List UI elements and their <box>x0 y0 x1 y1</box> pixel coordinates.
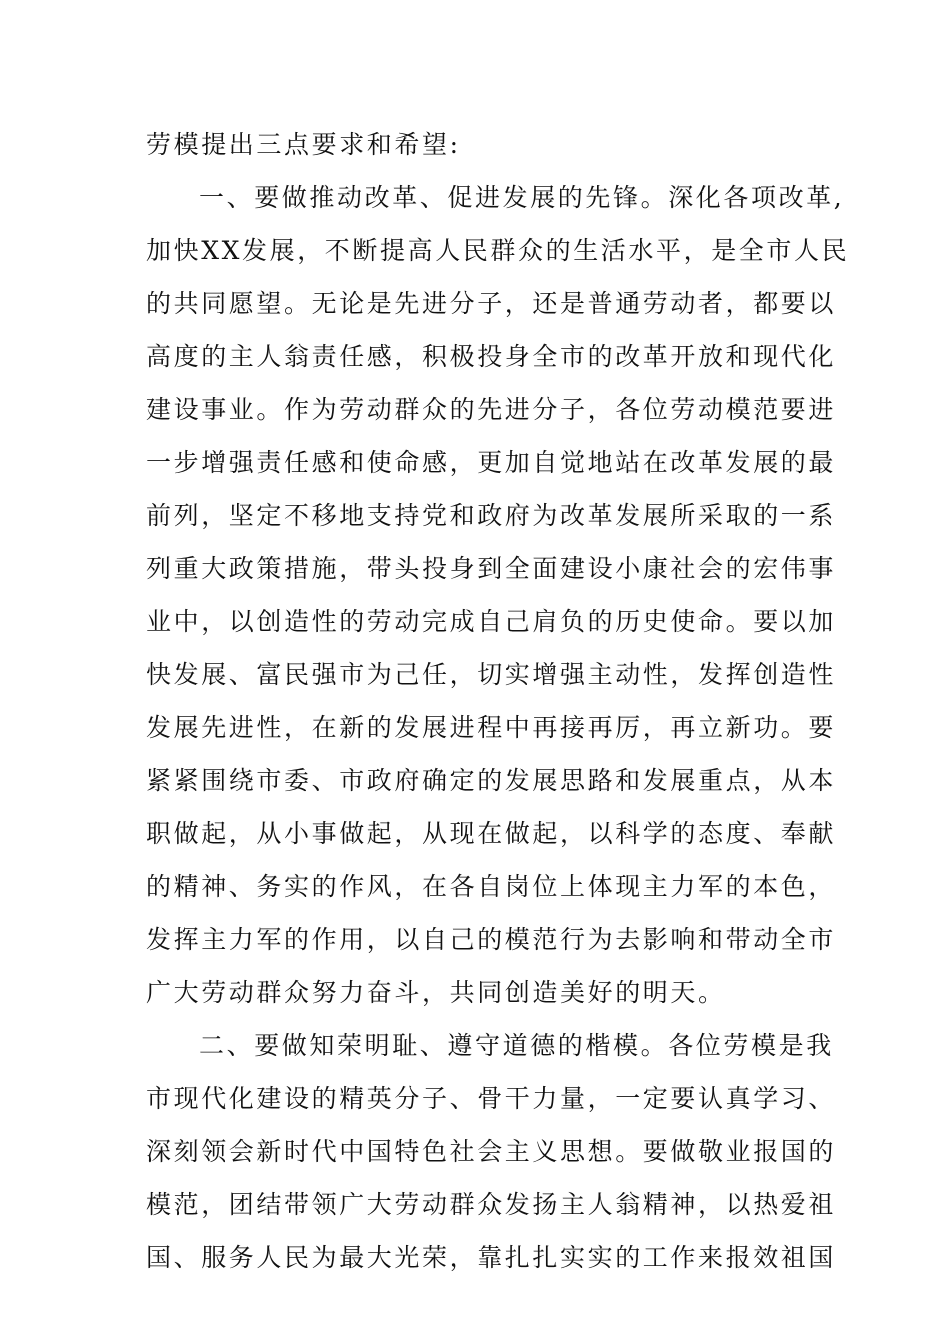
paragraph-two-heading-line: 二、要做知荣明耻、遵守道德的楷模。各位劳模是我 <box>199 1031 834 1060</box>
text-line: 一步增强责任感和使命感，更加自觉地站在改革发展的最 <box>146 448 837 477</box>
text-line: 快发展、富民强市为己任，切实增强主动性，发挥创造性 <box>146 660 837 689</box>
text-line: 加快XX发展，不断提高人民群众的生活水平，是全市人民 <box>146 236 850 265</box>
text-line: 建设事业。作为劳动群众的先进分子，各位劳动模范要进 <box>146 395 837 424</box>
paragraph-one-heading-line: 一、要做推动改革、促进发展的先锋。深化各项改革, <box>199 183 845 212</box>
text-line: 模范，团结带领广大劳动群众发扬主人翁精神，以热爱祖 <box>146 1190 837 1219</box>
text-line: 职做起，从小事做起，从现在做起，以科学的态度、奉献 <box>146 819 837 848</box>
document-body <box>146 118 850 1284</box>
text-line: 列重大政策措施，带头投身到全面建设小康社会的宏伟事 <box>146 554 837 583</box>
text-line: 业中，以创造性的劳动完成自己肩负的历史使命。要以加 <box>146 607 837 636</box>
text-line: 国、服务人民为最大光荣，靠扎扎实实的工作来报效祖国 <box>146 1243 837 1272</box>
text-line: 劳模提出三点要求和希望: <box>146 130 461 159</box>
text-line: 发挥主力军的作用，以自己的模范行为去影响和带动全市 <box>146 925 837 954</box>
text-line: 市现代化建设的精英分子、骨干力量，一定要认真学习、 <box>146 1084 837 1113</box>
text-line: 广大劳动群众努力奋斗，共同创造美好的明天。 <box>146 978 726 1007</box>
text-line: 前列，坚定不移地支持党和政府为改革发展所采取的一系 <box>146 501 837 530</box>
text-line: 发展先进性，在新的发展进程中再接再厉，再立新功。要 <box>146 713 837 742</box>
text-line: 紧紧围绕市委、市政府确定的发展思路和发展重点，从本 <box>146 766 837 795</box>
text-line: 高度的主人翁责任感，积极投身全市的改革开放和现代化 <box>146 342 837 371</box>
text-line: 的共同愿望。无论是先进分子，还是普通劳动者，都要以 <box>146 289 837 318</box>
text-line: 的精神、务实的作风，在各自岗位上体现主力军的本色， <box>146 872 837 901</box>
text-line: 深刻领会新时代中国特色社会主义思想。要做敬业报国的 <box>146 1137 837 1166</box>
